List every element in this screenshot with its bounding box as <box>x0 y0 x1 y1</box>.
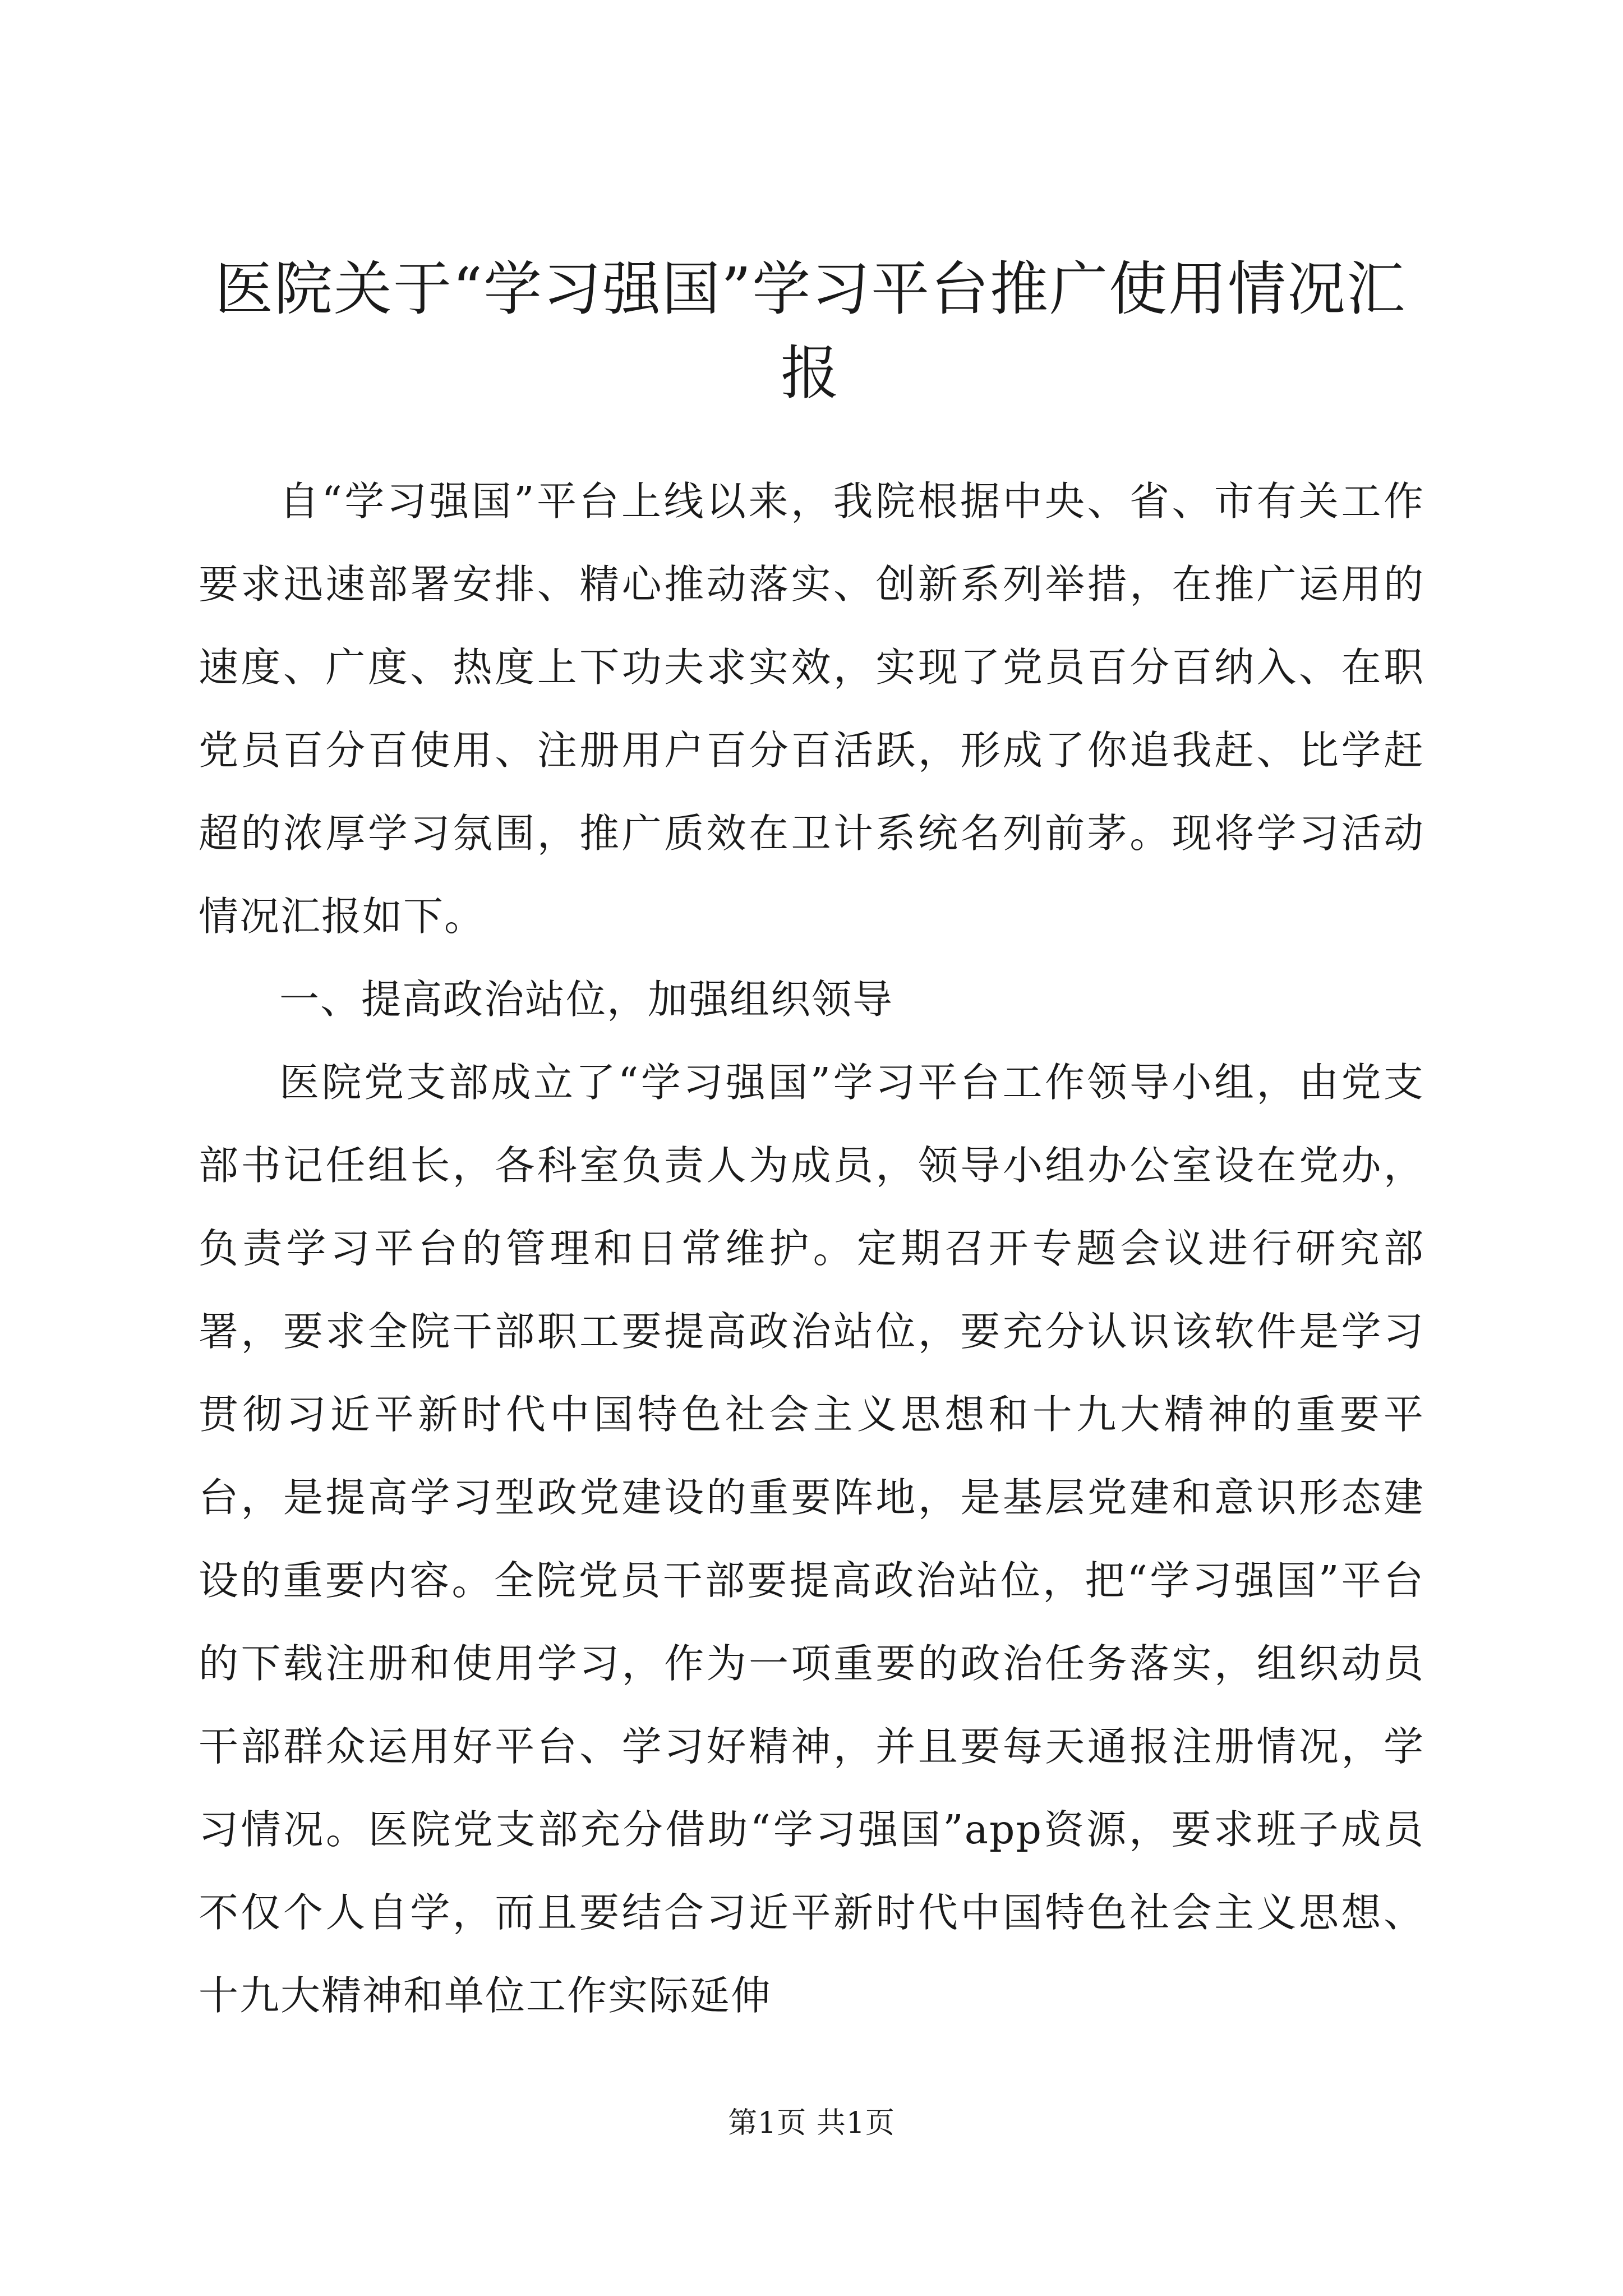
document-body <box>199 460 1424 2037</box>
document-title: 医院关于“学习强国”学习平台推广使用情况汇报 <box>214 255 1407 407</box>
page-footer: 第1页 共1页 <box>728 2106 895 2140</box>
section-heading-1: 一、提高政治站位，加强组织领导 <box>279 976 894 1023</box>
paragraph-section-1: 医院党支部成立了“学习强国”学习平台工作领导小组，由党支部书记任组长，各科室负责人为成员，领导小组办公室设在党办，负责学习平台的管理和日常维护。定期召开专题会议进行研究部署，要求全院干部职工要提高政治站位，要充分认识该软件是学习贯彻习近平新时代中国特色社会主义思想和十九大精神的重要平台，是提高学习型政党建设的重要阵地，是基层党建和意识形态建设的重要内容。全院党员干部要提高政治站位，把“学习强国”平台的下载注册和使用学习，作为一项重要的政治任务落实，组织动员干部群众运用好平台、学习好精神，并且要每天通报注册情况，学习情况。医院党支部充分借助“学习强国”app资源，要求班子成员不仅个人自学，而且要结合习近平新时代中国特色社会主义思想、十九大精神和单位工作实际延伸 <box>199 1059 1424 2019</box>
paragraph-intro: 自“学习强国”平台上线以来，我院根据中央、省、市有关工作要求迅速部署安排、精心推动落实、创新系列举措，在推广运用的速度、广度、热度上下功夫求实效，实现了党员百分百纳入、在职党员百分百使用、注册用户百分百活跃，形成了你追我赶、比学赶超的浓厚学习氛围，推广质效在卫计系统名列前茅。现将学习活动情况汇报如下。 <box>199 478 1424 940</box>
